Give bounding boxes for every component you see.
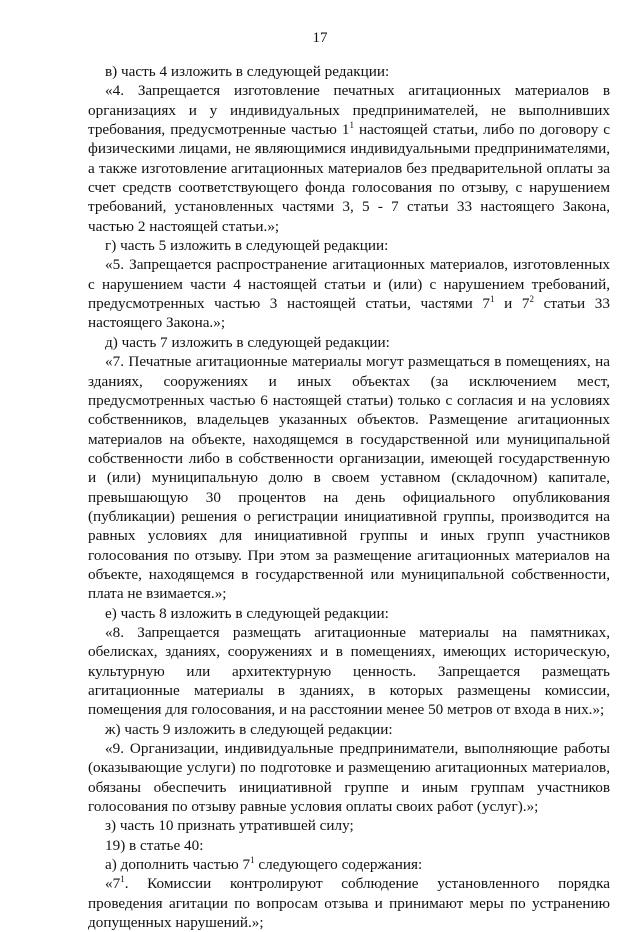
- superscript: 1: [250, 855, 255, 866]
- paragraph-text: . Комиссии контролируют соблюдение установленного порядка проведения агитации по вопросам отзыва и принимают меры по устранению допущенных нарушений.»;: [88, 875, 610, 932]
- paragraph-text: г) часть 5 изложить в следующей редакции:: [105, 237, 389, 255]
- document-body: [88, 62, 610, 932]
- paragraph-text: д) часть 7 изложить в следующей редакции:: [105, 333, 390, 351]
- paragraph: [88, 352, 610, 603]
- superscript: 1: [490, 294, 495, 305]
- paragraph: [88, 604, 610, 623]
- paragraph: [88, 855, 610, 874]
- paragraph: [88, 333, 610, 352]
- paragraph-text: «9. Организации, индивидуальные предприниматели, выполняющие работы (оказывающие услуги) по подготовке и размещению агитационных материалов, обязаны обеспечить инициативной группе и иным группам участников голосования по отзыву равные условия оплаты своих работ (услуг).»;: [88, 740, 610, 816]
- paragraph-text: «7. Печатные агитационные материалы могут размещаться в помещениях, на зданиях, сооружениях и иных объектах (за исключением мест, предусмотренных частью 6 настоящей статьи) только с согласия и на условиях собственников, владельцев указанных объектов. Размещение агитационных материалов на объекте, находящемся в государственной или муниципальной собственности либо в собственности организации, имеющей государственную и (или) муниципальную долю в своем уставном (складочном) капитале, превышающую 30 процентов на день официального опубликования (публикации) решения о регистрации инициативной группы, производится на равных условиях для инициативной группы и иных групп участников голосования по отзыву. При этом за размещение агитационных материалов на объекте, находящемся в государственной или муниципальной собственности, плата не взимается.»;: [88, 353, 610, 603]
- superscript: 1: [349, 119, 354, 130]
- paragraph-text: «8. Запрещается размещать агитационные материалы на памятниках, обелисках, зданиях, сооружениях и в помещениях, имеющих историческую, культурную или архитектурную ценность. Запрещается размещать агитационные материалы в зданиях, в которых размещены комиссии, помещения для голосования, и на расстоянии менее 50 метров от входа в них.»;: [88, 623, 610, 719]
- page-number: 17: [312, 30, 328, 46]
- paragraph: [88, 739, 610, 816]
- paragraph-text: статьи 33 настоящего Закона.»;: [88, 295, 610, 332]
- paragraph-text: а) дополнить частью 7: [105, 856, 251, 874]
- paragraph: [88, 255, 610, 332]
- paragraph-text: з) часть 10 признать утратившей силу;: [105, 817, 354, 835]
- superscript: 2: [529, 294, 534, 305]
- paragraph-text: «4. Запрещается изготовление печатных агитационных материалов в организациях и у индивидуальных предпринимателей, не выполнивших требования, предусмотренные частью 1: [88, 82, 610, 139]
- paragraph: [88, 816, 610, 835]
- paragraph-text: «7: [105, 875, 121, 893]
- paragraph: [88, 62, 610, 81]
- paragraph: [88, 81, 610, 236]
- paragraph-text: «5. Запрещается распространение агитационных материалов, изготовленных с нарушением части 4 настоящей статьи и (или) с нарушением требований, предусмотренных частью 3 настоящей статьи, частями 7: [88, 256, 610, 313]
- paragraph: [88, 236, 610, 255]
- superscript: 1: [120, 874, 125, 885]
- paragraph: [88, 836, 610, 855]
- paragraph: [88, 720, 610, 739]
- paragraph: [88, 623, 610, 720]
- paragraph: [88, 874, 610, 932]
- paragraph-text: ж) часть 9 изложить в следующей редакции:: [105, 720, 393, 738]
- paragraph-text: в) часть 4 изложить в следующей редакции:: [105, 63, 390, 80]
- paragraph-text: настоящей статьи, либо по договору с физическими лицами, не являющимися индивидуальными предпринимателями, а также изготовление агитационных материалов без предварительной оплаты за счет средств соответствующего фонда голосования по отзыву, с нарушением требований, установленных частями 3, 5 - 7 статьи 33 настоящего Закона, частью 2 настоящей статьи.»;: [88, 121, 611, 235]
- paragraph-text: и 7: [494, 295, 530, 313]
- paragraph-text: 19) в статье 40:: [105, 836, 204, 854]
- paragraph-text: е) часть 8 изложить в следующей редакции:: [105, 604, 389, 622]
- paragraph-text: следующего содержания:: [254, 856, 423, 874]
